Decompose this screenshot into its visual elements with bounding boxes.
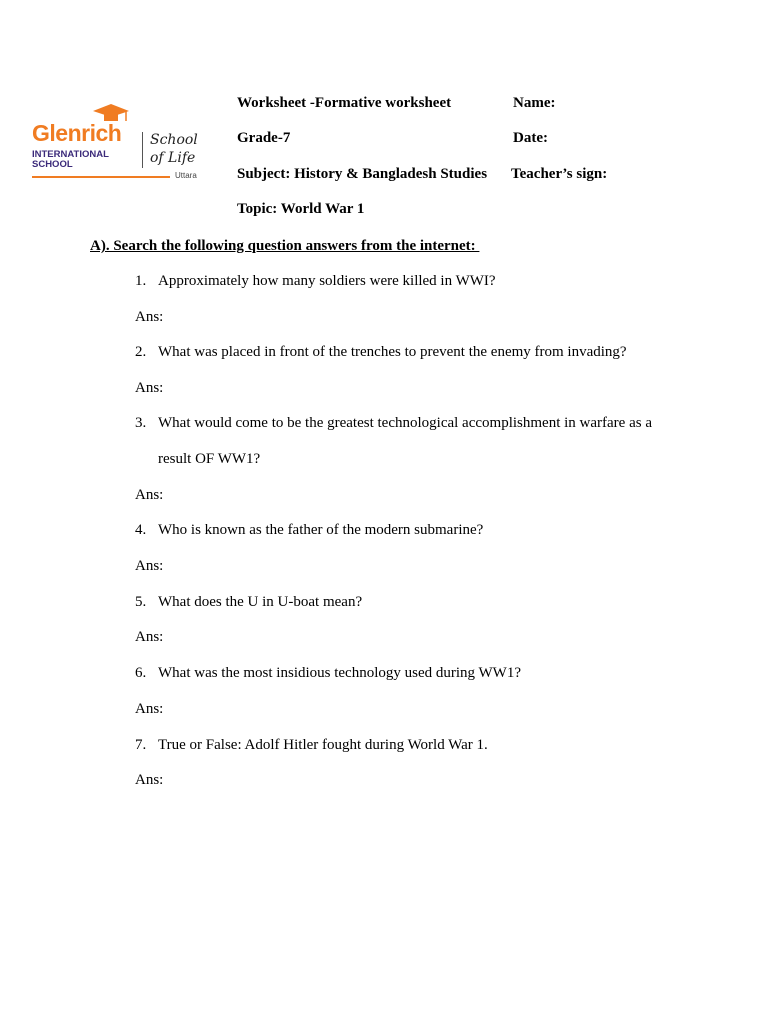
question-number: 7. — [135, 737, 147, 753]
question-text: True or False: Adolf Hitler fought during World War 1. — [158, 737, 488, 753]
question-text-continued: result OF WW1? — [158, 451, 261, 467]
question-number: 2. — [135, 344, 147, 360]
answer-label: Ans: — [135, 701, 164, 717]
answer-label: Ans: — [135, 772, 164, 788]
subject-label: Subject: History & Bangladesh Studies — [237, 166, 488, 182]
question-text: What was the most insidious technology used during WW1? — [158, 665, 521, 681]
grade-label: Grade-7 — [237, 130, 291, 146]
logo-tagline-line1: School — [150, 132, 198, 148]
logo-line-school: SCHOOL — [32, 159, 73, 170]
question-text: Approximately how many soldiers were killed in WWI? — [158, 273, 496, 289]
question-number: 1. — [135, 273, 147, 289]
name-field-label: Name: — [513, 95, 556, 111]
answer-label: Ans: — [135, 309, 164, 325]
question-number: 6. — [135, 665, 147, 681]
logo-tagline — [150, 131, 198, 167]
logo-divider — [142, 132, 143, 168]
question-text: What does the U in U-boat mean? — [158, 594, 363, 610]
question-number: 5. — [135, 594, 147, 610]
question-number: 4. — [135, 522, 147, 538]
logo-brand-name: Glenrich — [32, 120, 122, 146]
logo-city: Uttara — [175, 171, 197, 180]
logo-underline — [32, 176, 170, 178]
answer-label: Ans: — [135, 558, 164, 574]
answer-label: Ans: — [135, 380, 164, 396]
answer-label: Ans: — [135, 629, 164, 645]
answer-label: Ans: — [135, 487, 164, 503]
worksheet-title: Worksheet -Formative worksheet — [237, 95, 452, 111]
logo-tagline-line2: of Life — [150, 150, 196, 166]
topic-label: Topic: World War 1 — [237, 201, 365, 217]
school-logo — [30, 100, 210, 184]
question-text: What would come to be the greatest technological accomplishment in warfare as a — [158, 415, 652, 431]
logo-line-international: INTERNATIONAL — [32, 149, 109, 160]
question-text: Who is known as the father of the modern submarine? — [158, 522, 484, 538]
date-field-label: Date: — [513, 130, 548, 146]
logo-school-type — [32, 150, 109, 170]
question-text: What was placed in front of the trenches to prevent the enemy from invading? — [158, 344, 627, 360]
section-heading: A). Search the following question answers from the internet: — [90, 238, 480, 254]
question-number: 3. — [135, 415, 147, 431]
teacher-sign-label: Teacher’s sign: — [511, 166, 608, 182]
